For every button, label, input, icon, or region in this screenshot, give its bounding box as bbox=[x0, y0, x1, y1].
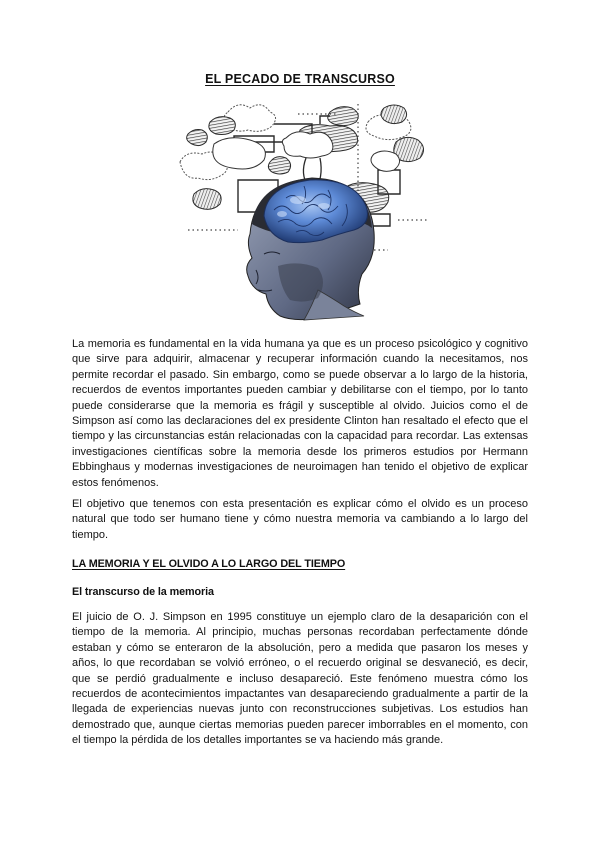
objective-paragraph: El objetivo que tenemos con esta presentación es explicar cómo el olvido es un proceso natural que todo ser humano tiene y cómo nuestra memoria va cambiando a lo largo del tiempo. bbox=[72, 498, 528, 541]
head-brain-illustration bbox=[178, 94, 432, 322]
subsection-heading: El transcurso de la memoria bbox=[72, 586, 214, 598]
document-title: EL PECADO DE TRANSCURSO bbox=[205, 72, 395, 86]
intro-paragraph: La memoria es fundamental en la vida humana ya que es un proceso psicológico y cognitivo que sirve para adquirir, almacenar y recuperar información cuando la necesitamos, nos permite recordar el pasado. Sin embargo, como se puede observar a lo largo de la historia, recuerdos de eventos importantes pueden cambiar y debilitarse con el tiempo, por lo tanto puede considerarse que la memoria es frágil y susceptible al olvido. Juicios como el de Simpson así como las declaraciones del ex presidente Clinton han resaltado el efecto que el tiempo y las circunstancias están relacionadas con la capacidad para recordar. Las extensas investigaciones científicas sobre la memoria desde los primeros estudios por Hermann Ebbinghaus y modernas investigaciones de neuroimagen han tenido el objetivo de explicar estos fenómenos. bbox=[72, 338, 528, 489]
section-heading: LA MEMORIA Y EL OLVIDO A LO LARGO DEL TIEMPO bbox=[72, 558, 346, 570]
head-with-brain-and-thought-bubbles-icon bbox=[178, 94, 432, 322]
section-paragraph: El juicio de O. J. Simpson en 1995 constituye un ejemplo claro de la desaparición con el tiempo de la memoria. Al principio, muchas personas recordaban perfectamente dónde estaban y cómo se enteraron de la absolución, pero a medida que pasaron los meses y años, lo que recordaban se volvió erróneo, o el recuerdo original se desvaneció, es decir, que se perdió gradualmente e incluso desapareció. Este fenómeno muestra cómo los recuerdos de acontecimientos impactantes van desapareciendo gradualmente a partir de la llegada de experiencias nuevas junto con reconstrucciones subjetivas. Los estudios han demostrado que, aunque ciertas memorias pueden parecer imborrables en el momento, con el tiempo la pérdida de los detalles importantes se va haciendo más grande. bbox=[72, 611, 528, 747]
